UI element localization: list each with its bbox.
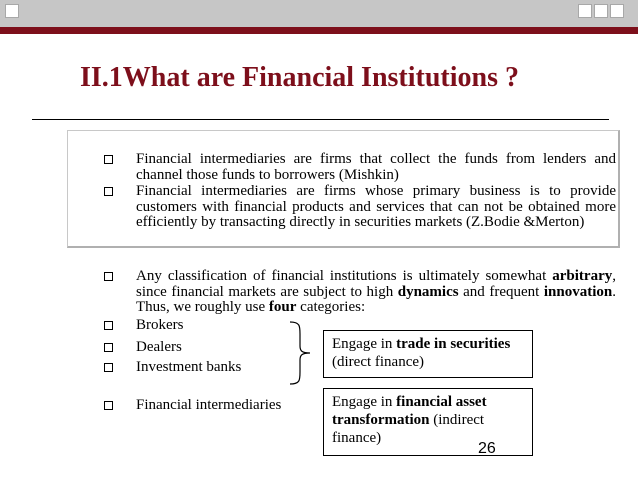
emphasis-text: four — [268, 299, 297, 315]
title-divider — [32, 119, 609, 120]
emphasis-text: arbitrary — [552, 268, 613, 284]
bullet-text — [136, 184, 616, 231]
text-run: Brokers — [136, 317, 184, 333]
top-banner-accent — [0, 27, 638, 34]
text-run: Engage in — [332, 394, 397, 410]
square-bullet-icon — [104, 187, 113, 196]
text-run: categories: — [296, 299, 366, 315]
text-run: (indirect finance) — [332, 412, 485, 446]
callout-direct-finance — [323, 330, 533, 378]
emphasis-text: financial asset transformation — [332, 394, 487, 428]
top-banner — [0, 0, 638, 38]
text-run: Engage in — [332, 336, 397, 352]
square-bullet-icon — [104, 363, 113, 372]
right-brace-icon — [288, 320, 314, 386]
emphasis-text: innovation — [543, 283, 613, 300]
bullet-text — [136, 398, 281, 414]
top-banner-grey — [0, 0, 638, 27]
square-bullet-icon — [104, 272, 113, 281]
square-bullet-icon — [104, 401, 113, 410]
callout-text — [332, 335, 532, 371]
text-run: . Thus, we roughly use — [136, 283, 616, 315]
text-run: Financial intermediaries are firms whose primary business is to provide customers with financial products and services that can not be obtained more efficiently by transacting directly in securities markets (Z.Bodie &Merton) — [136, 183, 616, 230]
text-run: and frequent — [458, 283, 544, 300]
slide-title: II.1What are Financial Institutions ? — [80, 62, 519, 93]
square-bullet-icon — [104, 155, 113, 164]
callout-text — [332, 393, 532, 447]
square-bullet-icon — [104, 321, 113, 330]
text-run: Any classification of financial institutions is ultimately somewhat — [136, 268, 553, 284]
bullet-text — [136, 318, 184, 334]
text-run: Financial intermediaries are firms that collect the funds from lenders and channel those funds to borrowers (Mishkin) — [136, 151, 616, 183]
text-run: Financial intermediaries — [136, 397, 282, 413]
corner-square-icon — [5, 4, 19, 18]
square-bullet-icon — [104, 343, 113, 352]
corner-square-icon — [594, 4, 608, 18]
bullet-text — [136, 269, 616, 316]
text-run: Dealers — [136, 339, 182, 355]
callout-indirect-finance — [323, 388, 533, 456]
bullet-text — [136, 152, 616, 183]
page-number: 26 — [478, 440, 496, 457]
text-run: (direct finance) — [332, 354, 425, 370]
text-run: , since financial markets are subject to high — [136, 268, 616, 300]
emphasis-text: dynamics — [397, 283, 459, 300]
bullet-text — [136, 360, 241, 376]
text-run: Investment banks — [136, 359, 242, 375]
bullet-text — [136, 340, 182, 356]
emphasis-text: trade in securities — [396, 336, 511, 352]
corner-square-icon — [578, 4, 592, 18]
corner-square-icon — [610, 4, 624, 18]
